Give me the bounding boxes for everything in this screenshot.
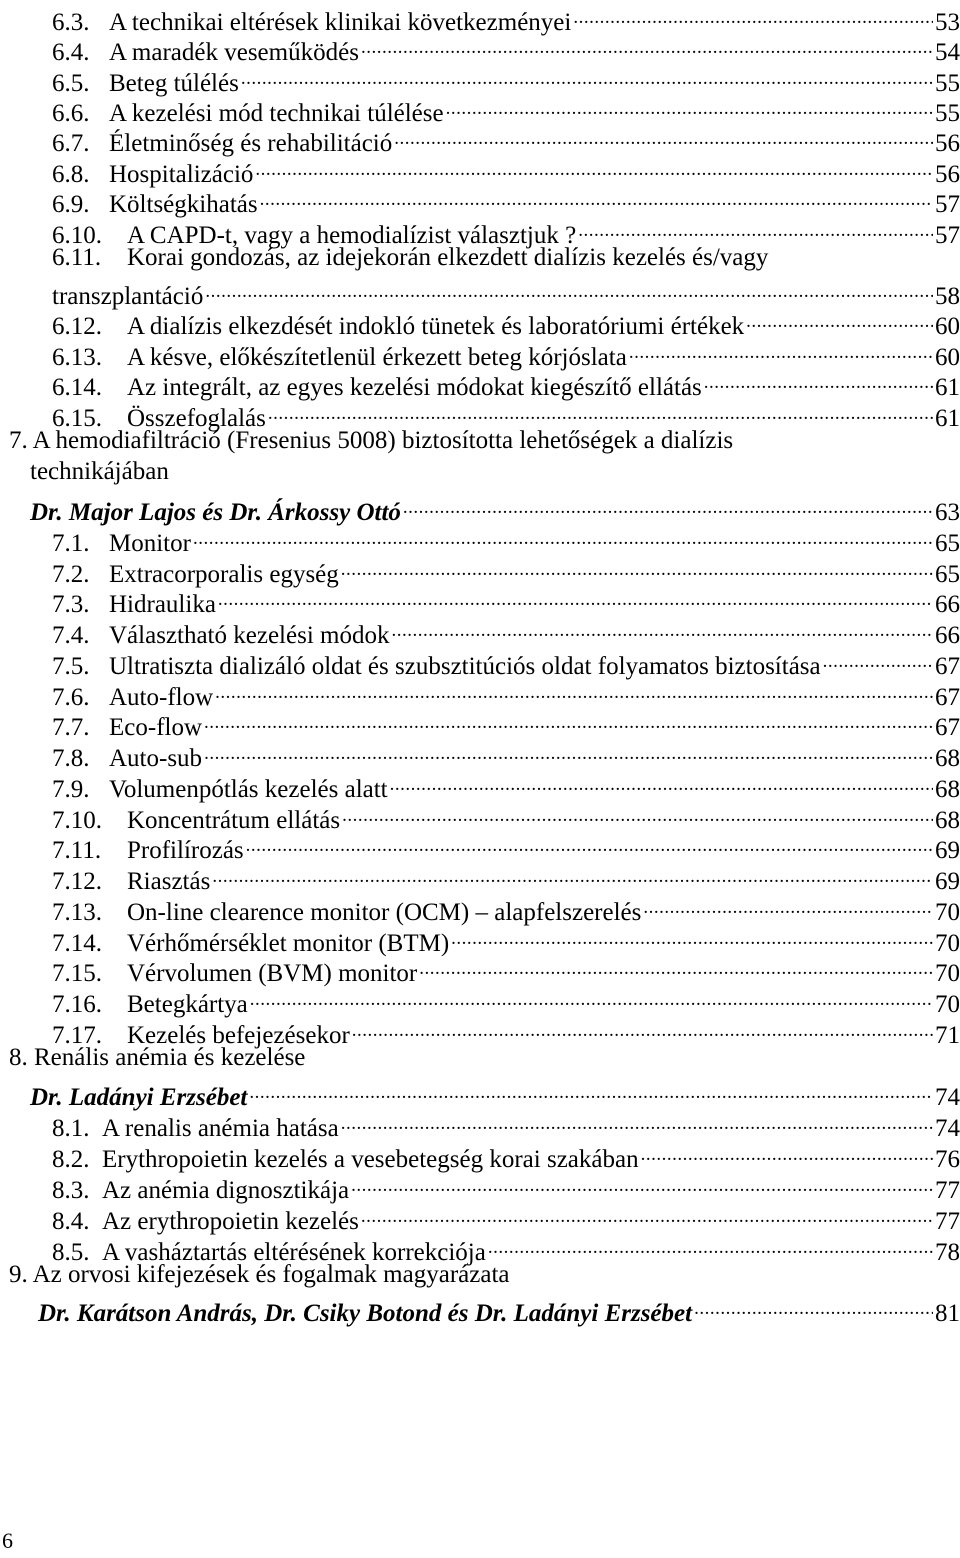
- dot-leader: [641, 1137, 933, 1167]
- entry-page: 55: [935, 100, 960, 127]
- entry-page: 66: [935, 591, 960, 618]
- toc-entry[interactable]: [52, 951, 960, 987]
- dot-leader: [446, 91, 933, 121]
- entry-number: 7.1.: [52, 530, 90, 557]
- entry-page: 77: [935, 1177, 960, 1204]
- toc-entry[interactable]: [52, 30, 960, 66]
- entry-title: Betegkártya: [127, 991, 248, 1018]
- chapter-title-continued: technikájában: [30, 458, 169, 485]
- dot-leader: [578, 213, 933, 243]
- entry-page: 70: [935, 899, 960, 926]
- dot-leader: [241, 61, 933, 91]
- chapter-number: 7.: [9, 427, 28, 454]
- dot-leader: [361, 1199, 933, 1229]
- entry-number: 6.9.: [52, 191, 90, 218]
- entry-page: 66: [935, 622, 960, 649]
- toc-entry[interactable]: [52, 396, 960, 432]
- entry-number: 8.4.: [52, 1208, 90, 1235]
- entry-number: 7.4.: [52, 622, 90, 649]
- chapter-author-entry[interactable]: [38, 1291, 960, 1327]
- dot-leader: [704, 365, 933, 395]
- entry-title: Volumenpótlás kezelés alatt: [109, 776, 388, 803]
- entry-number: 7.10.: [52, 807, 102, 834]
- dot-leader: [419, 951, 933, 981]
- entry-page: 70: [935, 930, 960, 957]
- chapter-author: Dr. Major Lajos és Dr. Árkossy Ottó: [30, 499, 401, 526]
- toc-entry[interactable]: [52, 121, 960, 157]
- entry-title: A késve, előkészítetlenül érkezett beteg kórjóslata: [127, 344, 627, 371]
- entry-number: 6.15.: [52, 405, 102, 432]
- entry-page: 74: [935, 1084, 960, 1111]
- entry-number: 6.7.: [52, 130, 90, 157]
- entry-page: 81: [935, 1300, 960, 1327]
- entry-page: 68: [935, 807, 960, 834]
- entry-title: Az anémia dignosztikája: [102, 1177, 350, 1204]
- entry-number: 7.13.: [52, 899, 102, 926]
- dot-leader: [342, 798, 933, 828]
- entry-number: 6.13.: [52, 344, 102, 371]
- toc-entry[interactable]: [52, 798, 960, 834]
- entry-number: 7.15.: [52, 960, 102, 987]
- toc-entry[interactable]: [52, 644, 960, 680]
- toc-entry[interactable]: [52, 921, 960, 957]
- entry-number: 6.6.: [52, 100, 90, 127]
- toc-entry[interactable]: [52, 304, 960, 340]
- dot-leader: [250, 982, 933, 1012]
- entry-title: A renalis anémia hatása: [102, 1115, 339, 1142]
- entry-title: A technikai eltérések klinikai következményei: [109, 9, 572, 36]
- entry-title: Monitor: [109, 530, 191, 557]
- toc-entry[interactable]: [52, 1168, 960, 1204]
- dot-leader: [341, 552, 933, 582]
- dot-leader: [361, 30, 933, 60]
- entry-page: 65: [935, 561, 960, 588]
- dot-leader: [643, 890, 933, 920]
- toc-entry[interactable]: [52, 213, 960, 249]
- entry-number: 6.4.: [52, 39, 90, 66]
- page-number: 6: [2, 1528, 13, 1553]
- dot-leader: [246, 828, 933, 858]
- entry-page: 54: [935, 39, 960, 66]
- dot-leader: [204, 705, 933, 735]
- entry-number: 7.16.: [52, 991, 102, 1018]
- entry-title: Erythropoietin kezelés a vesebetegség korai szakában: [102, 1146, 639, 1173]
- dot-leader: [352, 1013, 933, 1043]
- entry-number: 7.5.: [52, 653, 90, 680]
- entry-title: Az integrált, az egyes kezelési módokat kiegészítő ellátás: [127, 374, 702, 401]
- dot-leader: [746, 304, 933, 334]
- dot-leader: [218, 582, 933, 612]
- entry-number: 6.8.: [52, 161, 90, 188]
- entry-title: Összefoglalás: [127, 405, 266, 432]
- entry-title: Hospitalizáció: [109, 161, 254, 188]
- entry-page: 68: [935, 776, 960, 803]
- toc-entry-first-line[interactable]: [52, 243, 768, 273]
- entry-title: Vérhőmérséklet monitor (BTM): [127, 930, 450, 957]
- toc-entry[interactable]: [52, 0, 960, 36]
- entry-page: 55: [935, 70, 960, 97]
- entry-number: 8.2.: [52, 1146, 90, 1173]
- toc-entry[interactable]: [52, 736, 960, 772]
- dot-leader: [629, 335, 933, 365]
- dot-leader: [390, 767, 933, 797]
- chapter-title: Renális anémia és kezelése: [34, 1044, 306, 1071]
- entry-page: 65: [935, 530, 960, 557]
- entry-page: 61: [935, 374, 960, 401]
- toc-entry[interactable]: [52, 182, 960, 218]
- chapter-heading[interactable]: [9, 1260, 509, 1290]
- entry-page: 56: [935, 161, 960, 188]
- toc-entry[interactable]: [52, 828, 960, 864]
- entry-number: 6.3.: [52, 9, 90, 36]
- dot-leader: [260, 182, 933, 212]
- entry-number: 7.3.: [52, 591, 90, 618]
- entry-page: 57: [935, 222, 960, 249]
- entry-title: Auto-flow: [109, 684, 214, 711]
- dot-leader: [823, 644, 933, 674]
- chapter-title: A hemodiafiltráció (Fresenius 5008) biztosította lehetőségek a dialízis: [32, 427, 734, 454]
- entry-page: 69: [935, 868, 960, 895]
- dot-leader: [488, 1230, 933, 1260]
- entry-number: 8.5.: [52, 1239, 90, 1266]
- toc-entry[interactable]: [52, 274, 960, 310]
- entry-title: A maradék veseműködés: [109, 39, 359, 66]
- dot-leader: [341, 1106, 933, 1136]
- entry-number: 7.17.: [52, 1022, 102, 1049]
- entry-page: 67: [935, 714, 960, 741]
- entry-number: 6.14.: [52, 374, 102, 401]
- entry-title: Koncentrátum ellátás: [127, 807, 341, 834]
- entry-number: 6.11.: [52, 244, 102, 271]
- dot-leader: [212, 859, 933, 889]
- dot-leader: [193, 521, 933, 551]
- entry-page: 67: [935, 653, 960, 680]
- entry-page: 56: [935, 130, 960, 157]
- dot-leader: [249, 1075, 933, 1105]
- dot-leader: [205, 274, 933, 304]
- dot-leader: [573, 0, 933, 30]
- entry-number: 6.5.: [52, 70, 90, 97]
- entry-number: 7.9.: [52, 776, 90, 803]
- dot-leader: [451, 921, 933, 951]
- dot-leader: [215, 675, 933, 705]
- entry-page: 60: [935, 344, 960, 371]
- entry-title: Életminőség és rehabilitáció: [109, 130, 393, 157]
- entry-title: On-line clearence monitor (OCM) – alapfelszerelés: [127, 899, 642, 926]
- toc-entry[interactable]: [52, 91, 960, 127]
- chapter-number: 8.: [9, 1044, 28, 1071]
- entry-number: 7.8.: [52, 745, 90, 772]
- toc-entry[interactable]: [52, 552, 960, 588]
- entry-number: 8.1.: [52, 1115, 90, 1142]
- dot-leader: [694, 1291, 933, 1321]
- dot-leader: [391, 613, 933, 643]
- toc-entry[interactable]: [52, 613, 960, 649]
- toc-entry[interactable]: [52, 859, 960, 895]
- toc-entry[interactable]: [52, 61, 960, 97]
- toc-entry[interactable]: [52, 335, 960, 371]
- entry-number: 8.3.: [52, 1177, 90, 1204]
- entry-page: 57: [935, 191, 960, 218]
- entry-page: 78: [935, 1239, 960, 1266]
- dot-leader: [204, 736, 933, 766]
- chapter-title: Az orvosi kifejezések és fogalmak magyarázata: [32, 1261, 510, 1288]
- entry-number: 7.12.: [52, 868, 102, 895]
- entry-number: 6.12.: [52, 313, 102, 340]
- entry-page: 77: [935, 1208, 960, 1235]
- entry-page: 67: [935, 684, 960, 711]
- entry-title: Riasztás: [127, 868, 211, 895]
- toc-entry[interactable]: [52, 1013, 960, 1049]
- entry-title: Korai gondozás, az idejekorán elkezdett dialízis kezelés és/vagy: [127, 244, 769, 271]
- entry-page: 60: [935, 313, 960, 340]
- entry-title: A kezelési mód technikai túlélése: [109, 100, 444, 127]
- entry-title: Auto-sub: [109, 745, 203, 772]
- entry-page: 63: [935, 499, 960, 526]
- entry-title: Kezelés befejezésekor: [127, 1022, 350, 1049]
- chapter-author-entry[interactable]: [30, 490, 960, 526]
- toc-entry[interactable]: [52, 152, 960, 188]
- entry-title: Költségkihatás: [109, 191, 258, 218]
- chapter-author-entry[interactable]: [30, 1075, 960, 1111]
- entry-title: A vasháztartás eltérésének korrekciója: [102, 1239, 486, 1266]
- entry-number: 7.14.: [52, 930, 102, 957]
- entry-title: A CAPD-t, vagy a hemodialízist választjuk ?: [127, 222, 577, 249]
- toc-entry[interactable]: [52, 767, 960, 803]
- entry-page: 68: [935, 745, 960, 772]
- toc-entry[interactable]: [52, 1199, 960, 1235]
- entry-title: Vérvolumen (BVM) monitor: [127, 960, 418, 987]
- entry-title: Hidraulika: [109, 591, 216, 618]
- chapter-heading[interactable]: [9, 1043, 305, 1073]
- dot-leader: [403, 490, 933, 520]
- toc-entry[interactable]: [52, 890, 960, 926]
- entry-title-continued: transzplantáció: [52, 283, 204, 310]
- entry-page: 71: [935, 1022, 960, 1049]
- entry-page: 69: [935, 837, 960, 864]
- entry-title: Extracorporalis egység: [109, 561, 339, 588]
- entry-number: 7.2.: [52, 561, 90, 588]
- dot-leader: [394, 121, 933, 151]
- dot-leader: [255, 152, 933, 182]
- toc-entry[interactable]: [52, 675, 960, 711]
- entry-title: Választható kezelési módok: [109, 622, 390, 649]
- entry-number: 7.6.: [52, 684, 90, 711]
- entry-title: Beteg túlélés: [109, 70, 239, 97]
- entry-page: 76: [935, 1146, 960, 1173]
- entry-page: 70: [935, 991, 960, 1018]
- chapter-author: Dr. Karátson András, Dr. Csiky Botond és Dr. Ladányi Erzsébet: [38, 1300, 693, 1327]
- entry-title: Profilírozás: [127, 837, 244, 864]
- entry-number: 7.11.: [52, 837, 102, 864]
- entry-title: Eco-flow: [109, 714, 203, 741]
- entry-page: 58: [935, 283, 960, 310]
- entry-page: 61: [935, 405, 960, 432]
- entry-number: 7.7.: [52, 714, 90, 741]
- entry-page: 74: [935, 1115, 960, 1142]
- entry-title: Az erythropoietin kezelés: [102, 1208, 359, 1235]
- toc-entry[interactable]: [52, 582, 960, 618]
- chapter-heading-continued: [30, 457, 169, 487]
- toc-entry[interactable]: [52, 982, 960, 1018]
- entry-number: 6.10.: [52, 222, 102, 249]
- toc-entry[interactable]: [52, 521, 960, 557]
- toc-entry[interactable]: [52, 365, 960, 401]
- entry-title: A dialízis elkezdését indokló tünetek és laboratóriumi értékek: [127, 313, 745, 340]
- toc-entry[interactable]: [52, 1106, 960, 1142]
- toc-entry[interactable]: [52, 1137, 960, 1173]
- dot-leader: [351, 1168, 933, 1198]
- chapter-author: Dr. Ladányi Erzsébet: [30, 1084, 248, 1111]
- entry-page: 53: [935, 9, 960, 36]
- dot-leader: [268, 396, 933, 426]
- chapter-number: 9.: [9, 1261, 28, 1288]
- toc-entry[interactable]: [52, 705, 960, 741]
- entry-page: 70: [935, 960, 960, 987]
- entry-title: Ultratiszta dializáló oldat és szubsztitúciós oldat folyamatos biztosítása: [109, 653, 821, 680]
- chapter-heading[interactable]: [9, 426, 733, 456]
- toc-entry[interactable]: [52, 1230, 960, 1266]
